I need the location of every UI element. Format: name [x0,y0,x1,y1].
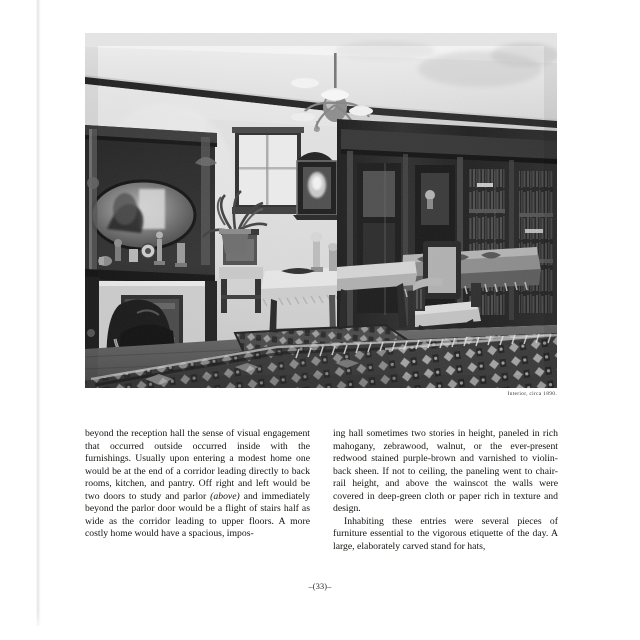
page-gutter-shadow [36,0,41,626]
left-column [85,428,310,553]
paragraph: Inhabiting these entries were several pieces of furniture essential to the vigorous etiquette of the day. A large, elaborately carved stand for hats, [333,515,558,552]
paragraph: beyond the reception hall the sense of visual engagement that occurred outside occurred inside with the furnishings. Usually upon entering a modest home one would be at the end of a corridor leading directly to back rooms, kitchen, and pantry. Off right and left would be two doors to study and parlor (above) and immediately beyond the parlor door would be a flight of stairs half as wide as the corridor leading to upper floors. A more costly home would have a spacious, impos- [85,428,310,540]
figure-caption: Interior, circa 1890. [507,391,557,397]
figure-block [85,33,557,397]
right-column [333,428,558,553]
photograph-artwork [85,33,557,388]
page-number: –(33)– [308,582,332,591]
page-gutter-fade [30,612,48,634]
italic-cross-reference: (above) [210,490,240,502]
body-columns [85,428,558,553]
interior-photograph [85,33,557,388]
paragraph: ing hall sometimes two stories in height, paneled in rich mahogany, zebrawood, walnut, or the ever-present redwood stained purple-brown and varnished to violin-back sheen. If not to ceiling, the paneling went to chair-rail height, and above the wainscot the walls were covered in deep-green cloth or paper rich in texture and design. [333,428,558,515]
